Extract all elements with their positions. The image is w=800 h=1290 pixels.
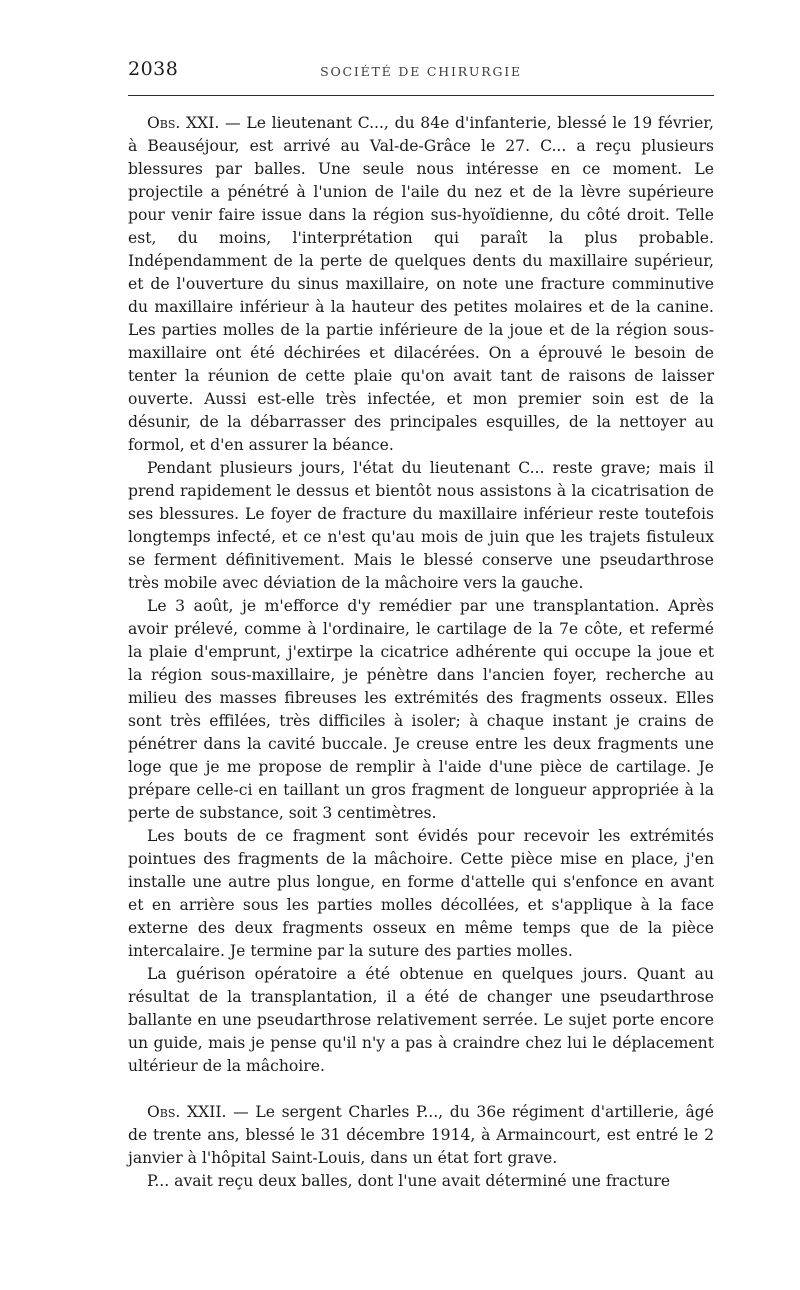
section-gap xyxy=(128,1078,714,1101)
obs-xxii-paragraph-2: P... avait reçu deux balles, dont l'une avait déterminé une fracture xyxy=(147,1172,671,1190)
obs-xxi-paragraph-3: Le 3 août, je m'efforce d'y remédier par une transplantation. Après avoir prélevé, comme à l'ordinaire, le cartilage de la 7e côte, et refermé la plaie d'emprunt, j'extirpe la cicatrice adhérente qui occupe la joue et la région sous-maxillaire, je pénètre dans l'ancien foyer, recherche au milieu des masses fibreuses les extrémités des fragments osseux. Elles sont très effilées, très difficiles à isoler; à chaque instant je crains de pénétrer dans la cavité buccale. Je creuse entre les deux fragments une loge que je me propose de remplir à l'aide d'une pièce de cartilage. Je prépare celle-ci en taillant un gros fragment de longueur appropriée à la perte de substance, soit 3 centimètres. xyxy=(128,597,714,822)
obs-xxi-paragraph-5: La guérison opératoire a été obtenue en quelques jours. Quant au résultat de la transplantation, il a été de changer une pseudarthrose ballante en une pseudarthrose relativement serrée. Le sujet porte encore un guide, mais je pense qu'il n'y a pas à craindre chez lui le déplacement ultérieur de la mâchoire. xyxy=(128,965,714,1075)
journal-title: SOCIÉTÉ DE CHIRURGIE xyxy=(320,64,522,79)
obs-xxii-label: Obs. XXII. xyxy=(147,1103,227,1121)
book-page xyxy=(128,52,714,1193)
header-rule xyxy=(128,95,714,96)
obs-xxii-paragraph-1 xyxy=(128,1101,714,1170)
obs-xxi-paragraph-1 xyxy=(128,112,714,457)
running-header xyxy=(128,52,714,82)
obs-xxi-label: Obs. XXI. xyxy=(147,114,220,132)
page-number: 2038 xyxy=(128,58,179,80)
obs-xxii-text-1: — Le sergent Charles P..., du 36e régiment d'artillerie, âgé de trente ans, blessé le 31 décembre 1914, à Armaincourt, est entré le 2 janvier à l'hôpital Saint-Louis, dans un état fort grave. xyxy=(128,1103,714,1167)
obs-xxi-paragraph-4: Les bouts de ce fragment sont évidés pour recevoir les extrémités pointues des fragments de la mâchoire. Cette pièce mise en place, j'en installe une autre plus longue, en forme d'attelle qui s'enfonce en avant et en arrière sous les parties molles décollées, et s'applique à la face externe des deux fragments osseux en même temps que de la pièce intercalaire. Je termine par la suture des parties molles. xyxy=(128,827,714,960)
obs-xxi-text-1: — Le lieutenant C..., du 84e d'infanterie, blessé le 19 février, à Beauséjour, est arrivé au Val-de-Grâce le 27. C... a reçu plusieurs blessures par balles. Une seule nous intéresse en ce moment. Le projectile a pénétré à l'union de l'aile du nez et de la lèvre supérieure pour venir faire issue dans la région sus-hyoïdienne, du côté droit. Telle est, du moins, l'interprétation qui paraît la plus probable. Indépendamment de la perte de quelques dents du maxillaire supérieur, et de l'ouverture du sinus maxillaire, on note une fracture comminutive du maxillaire inférieur à la hauteur des petites molaires et de la canine. Les parties molles de la partie inférieure de la joue et de la région sous-maxillaire ont été déchirées et dilacérées. On a éprouvé le besoin de tenter la réunion de cette plaie qu'on avait tant de raisons de laisser ouverte. Aussi est-elle très infectée, et mon premier soin est de la désunir, de la débarrasser des principales esquilles, de la nettoyer au formol, et d'en assurer la béance. xyxy=(128,114,714,454)
article-body xyxy=(128,112,714,1193)
obs-xxi-paragraph-2: Pendant plusieurs jours, l'état du lieutenant C... reste grave; mais il prend rapidement le dessus et bientôt nous assistons à la cicatrisation de ses blessures. Le foyer de fracture du maxillaire inférieur reste toutefois longtemps infecté, et ce n'est qu'au mois de juin que les trajets fistuleux se ferment définitivement. Mais le blessé conserve une pseudarthrose très mobile avec déviation de la mâchoire vers la gauche. xyxy=(128,459,714,592)
